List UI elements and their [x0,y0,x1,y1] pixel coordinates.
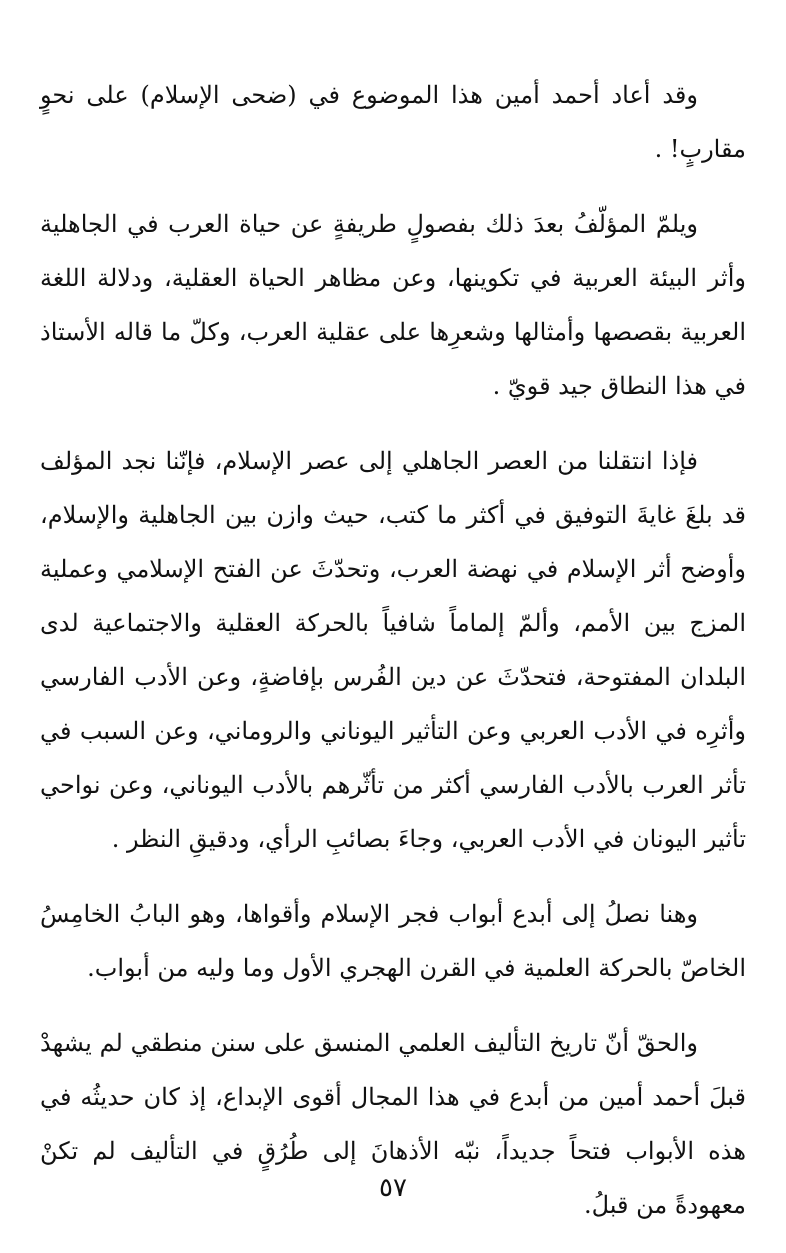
paragraph-5: والحقّ أنّ تاريخ التأليف العلمي المنسق على سنن منطقي لم يشهدْ قبلَ أحمد أمين من أبدع في هذا المجال أقوى الإبداع، إذ كان حديثُه في هذه الأبواب فتحاً جديداً، نبّه الأذهانَ إلى طُرُقٍ في التأليف لم تكنْ معهودةً من قبلُ. [40,1029,746,1219]
paragraph-1: وقد أعاد أحمد أمين هذا الموضوع في (ضحى الإسلام) على نحوٍ مقاربٍ! . [40,81,746,163]
paragraph-2: ويلمّ المؤلّفُ بعدَ ذلك بفصولٍ طريفةٍ عن حياة العرب في الجاهلية وأثر البيئة العربية في تكوينها، وعن مظاهر الحياة العقلية، ودلالة اللغة العربية بقصصها وأمثالها وشعرِها على عقلية العرب، وكلّ ما قاله الأستاذ في هذا النطاق جيد قويّ . [40,210,746,400]
page-number: ٥٧ [379,1173,407,1203]
paragraph-4: وهنا نصلُ إلى أبدع أبواب فجر الإسلام وأقواها، وهو البابُ الخامِسُ الخاصّ بالحركة العلمية في القرن الهجري الأول وما وليه من أبواب. [40,900,746,982]
page-body [40,68,746,1253]
paragraph-3: فإذا انتقلنا من العصر الجاهلي إلى عصر الإسلام، فإنّنا نجد المؤلف قد بلغَ غايةَ التوفيق في أكثر ما كتب، حيث وازن بين الجاهلية والإسلام، وأوضح أثر الإسلام في نهضة العرب، وتحدّثَ عن الفتح الإسلامي وعملية المزج بين الأمم، وألمّ إلماماً شافياً بالحركة العقلية والاجتماعية لدى البلدان المفتوحة، فتحدّثَ عن دين الفُرس بإفاضةٍ، وعن الأدب الفارسي وأثرِه في الأدب العربي وعن التأثير اليوناني والروماني، وعن السبب في تأثر العرب بالأدب الفارسي أكثر من تأثّرهم بالأدب اليوناني، وعن نواحي تأثير اليونان في الأدب العربي، وجاءَ بصائبِ الرأي، ودقيقِ النظر . [40,447,746,853]
